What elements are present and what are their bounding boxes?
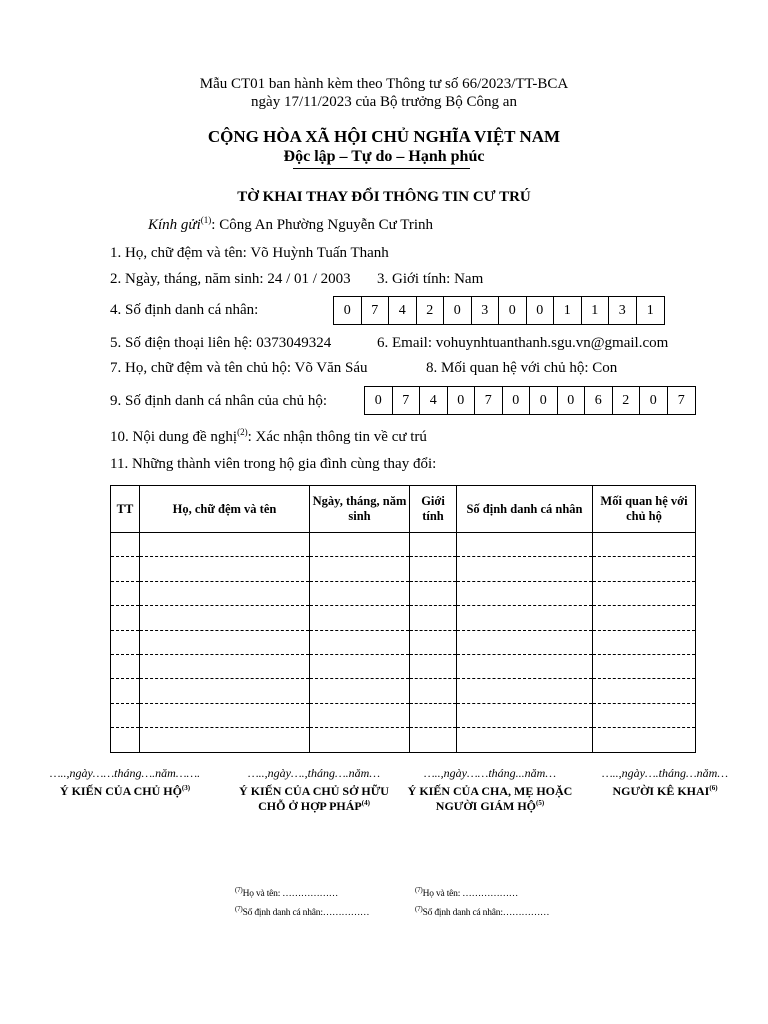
table-row [111, 557, 696, 581]
table-cell [457, 654, 593, 678]
table-cell [593, 679, 696, 703]
id-digit: 1 [554, 297, 582, 324]
table-cell [140, 703, 310, 727]
table-cell [310, 557, 410, 581]
signature-date: …..,ngày……tháng...năm… [423, 766, 556, 780]
signature-date: …..,ngày……tháng….năm……. [49, 766, 201, 780]
motto: Độc lập – Tự do – Hạnh phúc [283, 148, 485, 165]
id-digit: 3 [472, 297, 500, 324]
table-cell [593, 728, 696, 752]
table-cell [111, 557, 140, 581]
table-cell [593, 557, 696, 581]
table-cell [410, 533, 457, 557]
gender-field: 3. Giới tính: Nam [377, 271, 484, 287]
form-title: TỜ KHAI THAY ĐỔI THÔNG TIN CƯ TRÚ [237, 189, 531, 205]
recipient-note: (1) [200, 215, 212, 225]
table-cell [410, 703, 457, 727]
header-name: Họ, chữ đệm và tên [140, 486, 310, 533]
signature-date: …..,ngày….tháng…năm… [601, 766, 728, 780]
table-cell [457, 606, 593, 630]
id-digit: 0 [499, 297, 527, 324]
table-cell [310, 654, 410, 678]
full-name-field: 1. Họ, chữ đệm và tên: Võ Huỳnh Tuấn Thanh [110, 245, 389, 261]
id-digit: 7 [362, 297, 390, 324]
head-id-digit: 0 [503, 387, 531, 414]
id-digit-boxes [333, 296, 665, 325]
head-id-digit: 2 [613, 387, 641, 414]
recipient-value: : Công An Phường Nguyễn Cư Trinh [211, 217, 434, 233]
table-row [111, 533, 696, 557]
signature-role: Ý KIẾN CỦA CHA, MẸ HOẶC NGƯỜI GIÁM HỘ$^{(5)}$ [407, 784, 573, 813]
table-cell [140, 728, 310, 752]
table-cell [457, 728, 593, 752]
table-cell [310, 533, 410, 557]
table-cell [410, 557, 457, 581]
table-cell [310, 703, 410, 727]
table-cell [410, 606, 457, 630]
table-cell [410, 679, 457, 703]
table-cell [457, 557, 593, 581]
table-cell [457, 703, 593, 727]
head-id-digit: 7 [677, 392, 685, 408]
table-cell [310, 581, 410, 605]
guardian-name-line: $^{(7)}$Họ và tên: ……………… [415, 885, 519, 899]
table-row [111, 630, 696, 654]
table-cell [593, 703, 696, 727]
table-cell [593, 581, 696, 605]
email-field: 6. Email: vohuynhtuanthanh.sgu.vn@gmail.com [377, 335, 669, 351]
country-name: CỘNG HÒA XÃ HỘI CHỦ NGHĨA VIỆT NAM [207, 127, 561, 146]
signature-role: Ý KIẾN CỦA CHỦ HỘ$^{(3)}$ [59, 784, 191, 798]
form-reference-line-1: Mẫu CT01 ban hành kèm theo Thông tư số 66/2023/TT-BCA [199, 76, 569, 92]
dob-field: 2. Ngày, tháng, năm sinh: 24 / 01 / 2003 [110, 271, 351, 287]
request-line [110, 429, 427, 446]
header-relation: Mối quan hệ với chủ hộ [593, 486, 696, 533]
table-cell [140, 581, 310, 605]
table-row [111, 728, 696, 752]
table-cell [140, 606, 310, 630]
signature-role: NGƯỜI KÊ KHAI$^{(6)}$ [612, 784, 718, 798]
table-cell [111, 654, 140, 678]
table-cell [140, 654, 310, 678]
head-id-digit: 0 [365, 387, 393, 414]
head-id-digit-boxes [364, 386, 696, 415]
header-gender: Giới tính [410, 486, 457, 533]
id-digit: 0 [334, 297, 362, 324]
table-cell [593, 606, 696, 630]
table-cell [310, 679, 410, 703]
head-id-digit: 0 [530, 387, 558, 414]
head-id-digit: 4 [420, 387, 448, 414]
table-cell [111, 581, 140, 605]
table-row [111, 606, 696, 630]
table-cell [593, 533, 696, 557]
request-label: 10. Nội dung đề nghị [110, 429, 238, 445]
table-cell [140, 557, 310, 581]
table-cell [111, 606, 140, 630]
request-note: (2) [237, 427, 248, 437]
signature-role: Ý KIẾN CỦA CHỦ SỞ HỮU CHỖ Ở HỢP PHÁP$^{(4)}$ [239, 784, 389, 813]
table-cell [111, 703, 140, 727]
table-cell [140, 679, 310, 703]
id-digit: 3 [609, 297, 637, 324]
table-cell [310, 630, 410, 654]
head-id-digit: 0 [640, 387, 668, 414]
table-cell [140, 533, 310, 557]
id-digit: 2 [417, 297, 445, 324]
table-row [111, 654, 696, 678]
recipient-line [148, 217, 433, 234]
request-value: : Xác nhận thông tin về cư trú [247, 429, 427, 445]
table-cell [140, 630, 310, 654]
id-digit: 0 [444, 297, 472, 324]
header-dob: Ngày, tháng, năm sinh [310, 486, 410, 533]
table-cell [593, 654, 696, 678]
table-cell [111, 630, 140, 654]
table-cell [457, 533, 593, 557]
signature-property-owner [224, 766, 404, 814]
table-cell [593, 630, 696, 654]
head-id-digit: 6 [585, 387, 613, 414]
header-id: Số định danh cá nhân [457, 486, 593, 533]
id-digit: 0 [527, 297, 555, 324]
table-cell [111, 679, 140, 703]
relation-field: 8. Mối quan hệ với chủ hộ: Con [426, 360, 618, 376]
owner-id-line: $^{(7)}$Số định danh cá nhân:…………… [235, 904, 370, 918]
signature-guardian [400, 766, 580, 814]
guardian-id-line: $^{(7)}$Số định danh cá nhân:…………… [415, 904, 550, 918]
signature-date: …..,ngày….,tháng….năm… [247, 766, 380, 780]
head-id-digit: 7 [475, 387, 503, 414]
table-cell [410, 630, 457, 654]
head-id-digit: 0 [558, 387, 586, 414]
table-header-row [111, 486, 696, 533]
id-digit: 1 [582, 297, 610, 324]
header-tt: TT [111, 486, 140, 533]
signature-household-head [35, 766, 215, 799]
table-cell [310, 606, 410, 630]
recipient-label: Kính gửi [148, 217, 201, 233]
table-cell [457, 679, 593, 703]
members-label: 11. Những thành viên trong hộ gia đình cùng thay đổi: [110, 456, 437, 472]
table-cell [111, 533, 140, 557]
id-digit: 4 [389, 297, 417, 324]
owner-name-line: $^{(7)}$Họ và tên: ……………… [235, 885, 339, 899]
table-cell [457, 630, 593, 654]
table-cell [457, 581, 593, 605]
table-cell [410, 728, 457, 752]
table-cell [310, 728, 410, 752]
head-id-digit: 0 [448, 387, 476, 414]
id-label: 4. Số định danh cá nhân: [110, 302, 259, 318]
table-row [111, 679, 696, 703]
head-id-label: 9. Số định danh cá nhân của chủ hộ: [110, 393, 328, 409]
motto-underline [293, 168, 470, 169]
signature-declarant [575, 766, 755, 799]
form-reference-line-2: ngày 17/11/2023 của Bộ trưởng Bộ Công an [251, 94, 517, 110]
id-digit: 1 [646, 302, 654, 318]
table-cell [111, 728, 140, 752]
head-id-digit: 7 [393, 387, 421, 414]
table-cell [410, 581, 457, 605]
table-row [111, 703, 696, 727]
phone-field: 5. Số điện thoại liên hệ: 0373049324 [110, 335, 332, 351]
table-cell [410, 654, 457, 678]
table-row [111, 581, 696, 605]
members-table [110, 485, 696, 753]
household-head-name: 7. Họ, chữ đệm và tên chủ hộ: Võ Văn Sáu [110, 360, 368, 376]
